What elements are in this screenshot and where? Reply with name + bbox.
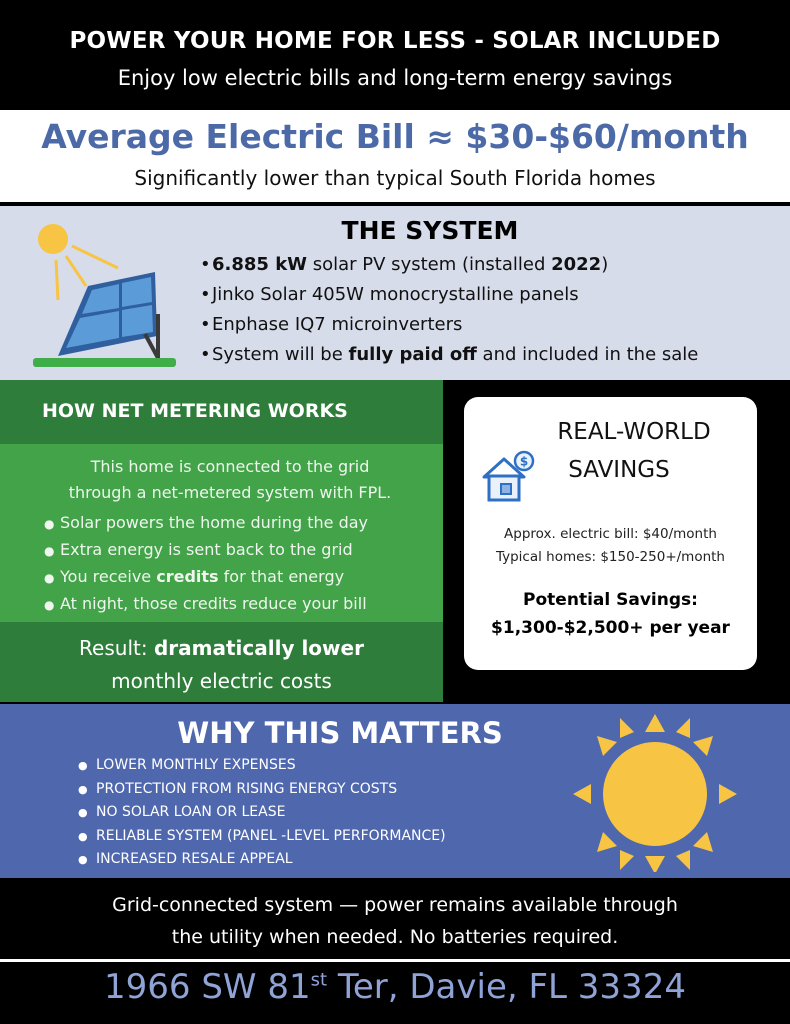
list-item: ● LOWER MONTHLY EXPENSES — [78, 757, 296, 773]
net-metering-intro: This home is connected to the grid through a net-metered system with FPL. — [68, 457, 392, 502]
why-list — [78, 754, 446, 872]
net-metering-result: Result: dramatically lower monthly electric costs — [0, 622, 443, 702]
net-metering-list — [44, 510, 368, 618]
average-bill-subtitle: Significantly lower than typical South Florida homes — [134, 166, 656, 190]
solar-panel-icon — [30, 214, 185, 374]
list-item: •Jinko Solar 405W monocrystalline panels — [200, 284, 579, 305]
list-item: ● Extra energy is sent back to the grid — [44, 540, 353, 559]
list-item: ● Solar powers the home during the day — [44, 513, 368, 532]
why-section — [0, 704, 790, 878]
list-item: •Enphase IQ7 microinverters — [200, 314, 463, 335]
net-metering-title: HOW NET METERING WORKS — [42, 400, 348, 422]
net-metering-header — [0, 380, 443, 444]
list-item: ● PROTECTION FROM RISING ENERGY COSTS — [78, 780, 398, 797]
list-item: •6.885 kW solar PV system (installed 2022) — [200, 254, 609, 275]
list-item: ● NO SOLAR LOAN OR LEASE — [78, 804, 286, 820]
sun-icon — [570, 712, 740, 872]
average-bill-title: Average Electric Bill ≈ $30-$60/month — [41, 117, 749, 156]
list-item: ● INCREASED RESALE APPEAL — [78, 851, 293, 867]
address-banner — [0, 962, 790, 1024]
headline: POWER YOUR HOME FOR LESS - SOLAR INCLUDED — [69, 28, 721, 54]
savings-title-line1: REAL-WORLD — [557, 419, 711, 445]
average-bill-section — [0, 110, 790, 202]
why-title: WHY THIS MATTERS — [177, 716, 503, 750]
potential-savings-value: $1,300-$2,500+ per year — [491, 618, 730, 638]
svg-text:$: $ — [519, 454, 529, 469]
savings-comparison: Approx. electric bill: $40/month Typical homes: $150-250+/month — [495, 526, 725, 565]
header-banner — [0, 0, 790, 108]
subhead: Enjoy low electric bills and long-term energy savings — [117, 66, 673, 90]
net-metering-section — [0, 380, 443, 702]
grid-note: Grid-connected system — power remains available through the utility when needed. No batteries required. — [0, 880, 790, 958]
system-list — [200, 250, 698, 370]
savings-card — [464, 397, 757, 670]
system-section — [0, 206, 790, 380]
property-address: 1966 SW 81st Ter, Davie, FL 33324 — [104, 967, 686, 1007]
system-title: THE SYSTEM — [341, 216, 519, 245]
list-item: ● At night, those credits reduce your bill — [44, 594, 367, 613]
potential-savings-label: Potential Savings: — [523, 590, 698, 610]
list-item: ● RELIABLE SYSTEM (PANEL -LEVEL PERFORMANCE) — [78, 827, 446, 844]
list-item: ● You receive credits for that energy — [44, 567, 345, 586]
list-item: •System will be fully paid off and included in the sale — [200, 344, 699, 365]
savings-title-line2: SAVINGS — [568, 457, 670, 483]
